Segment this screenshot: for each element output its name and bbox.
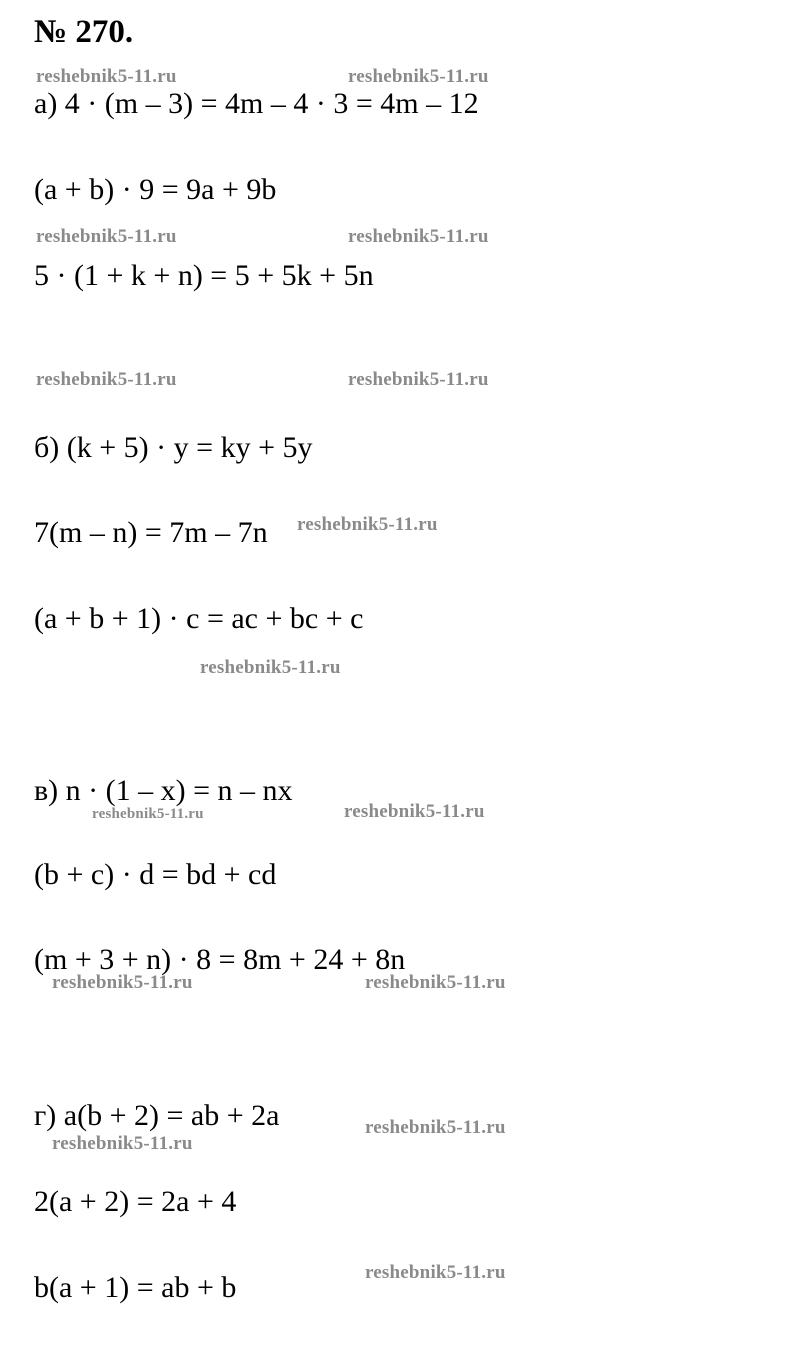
- equation-b-2: 7(m – n) = 7m – 7n: [34, 516, 268, 549]
- watermark: reshebnik5-11.ru: [344, 801, 485, 822]
- equation-a-2: (a + b) · 9 = 9a + 9b: [34, 173, 277, 206]
- watermark: reshebnik5-11.ru: [348, 226, 489, 247]
- equation-g-2: 2(a + 2) = 2a + 4: [34, 1185, 237, 1218]
- watermark: reshebnik5-11.ru: [52, 972, 193, 993]
- equation-b-1: б) (k + 5) · y = ky + 5y: [34, 431, 313, 464]
- equation-v-2: (b + c) · d = bd + cd: [34, 858, 277, 891]
- watermark: reshebnik5-11.ru: [348, 66, 489, 87]
- watermark: reshebnik5-11.ru: [348, 369, 489, 390]
- problem-title: № 270.: [34, 14, 134, 50]
- equation-b-3: (a + b + 1) · c = ac + bc + c: [34, 602, 364, 635]
- watermark: reshebnik5-11.ru: [365, 1262, 506, 1283]
- equation-g-1: г) a(b + 2) = ab + 2a: [34, 1099, 280, 1132]
- equation-v-1: в) n · (1 – x) = n – nx: [34, 774, 293, 807]
- watermark: reshebnik5-11.ru: [365, 972, 506, 993]
- watermark: reshebnik5-11.ru: [36, 66, 177, 87]
- watermark: reshebnik5-11.ru: [36, 226, 177, 247]
- watermark: reshebnik5-11.ru: [92, 806, 204, 822]
- watermark: reshebnik5-11.ru: [52, 1133, 193, 1154]
- watermark: reshebnik5-11.ru: [297, 514, 438, 535]
- equation-a-3: 5 · (1 + k + n) = 5 + 5k + 5n: [34, 259, 374, 292]
- watermark: reshebnik5-11.ru: [365, 1117, 506, 1138]
- equation-v-3: (m + 3 + n) · 8 = 8m + 24 + 8n: [34, 943, 406, 976]
- equation-g-3: b(a + 1) = ab + b: [34, 1271, 237, 1304]
- equation-a-1: а) 4 · (m – 3) = 4m – 4 · 3 = 4m – 12: [34, 87, 479, 120]
- watermark: reshebnik5-11.ru: [200, 657, 341, 678]
- watermark: reshebnik5-11.ru: [36, 369, 177, 390]
